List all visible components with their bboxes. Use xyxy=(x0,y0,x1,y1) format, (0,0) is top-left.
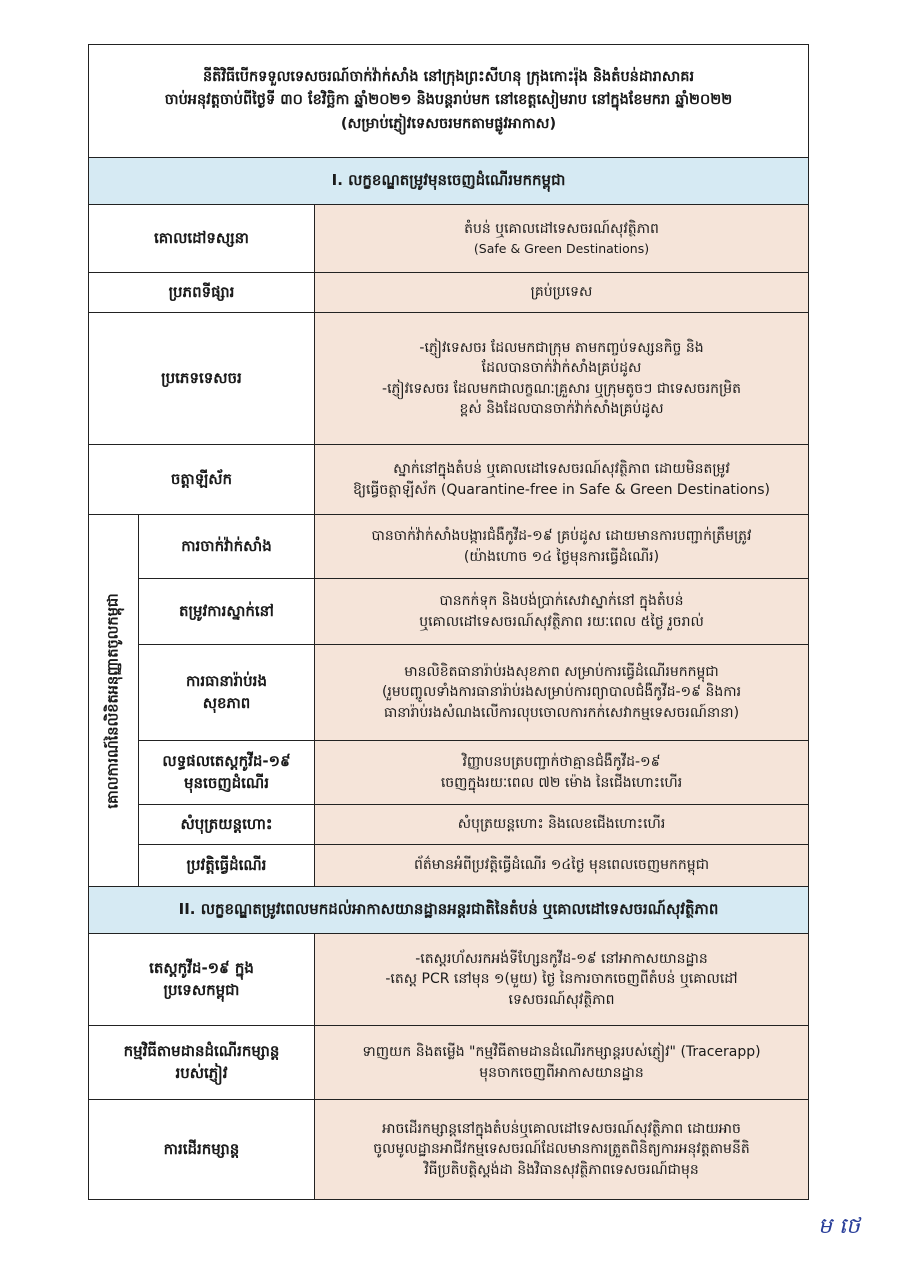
row-value-flight-ticket: សំបុត្រយន្តហោះ និងលេខជើងហោះហើរ xyxy=(315,805,809,845)
row-label-travel-history: ប្រវត្តិធ្វើដំណើរ xyxy=(139,845,315,887)
title-line: (សម្រាប់ភ្ញៀវទេសចរមកតាមផ្លូវអាកាស) xyxy=(340,115,557,132)
row-value-accommodation: បានកក់ទុក និងបង់ប្រាក់សេវាស្នាក់នៅ ក្នុងតំបន់ ឬគោលដៅទេសចរណ៍សុវត្ថិភាព រយៈពេល ៥ថ្ងៃ រួចរាល់ xyxy=(315,579,809,645)
row-value-tourist-type: -ភ្ញៀវទេសចរ ដែលមកជាក្រុម តាមកញ្ចប់ទស្សនកិច្ច និង ដែលបានចាក់វ៉ាក់សាំងគ្រប់ដូស -ភ្ញៀវទេសចរ ដែលមកជាលក្ខណៈគ្រួសារ ឬក្រុមតូចៗ ជាទេសចរកម្រិត ខ្ពស់ និងដែលបានចាក់វ៉ាក់សាំងគ្រប់ដូស xyxy=(315,313,809,445)
row-label-flight-ticket: សំបុត្រយន្តហោះ xyxy=(139,805,315,845)
row-label-accommodation: តម្រូវការស្នាក់នៅ xyxy=(139,579,315,645)
document-title xyxy=(89,45,809,158)
section-2-heading: II. លក្ខខណ្ឌតម្រូវពេលមកដល់អាកាសយានដ្ឋានអន្តរជាតិនៃតំបន់ ឬគោលដៅទេសចរណ៍សុវត្ថិភាព xyxy=(89,887,809,934)
row-value-destination: តំបន់ ឬគោលដៅទេសចរណ៍សុវត្ថិភាព (Safe & Green Destinations) xyxy=(315,205,809,273)
row-value-vaccination: បានចាក់វ៉ាក់សាំងបង្ការជំងឺកូវីដ-១៩ គ្រប់ដូស ដោយមានការបញ្ជាក់ត្រឹមត្រូវ (យ៉ាងហោច ១៤ ថ្ងៃមុនការធ្វើដំណើរ) xyxy=(315,515,809,579)
row-value-travel-history: ព័ត៌មានអំពីប្រវត្តិធ្វើដំណើរ ១៤ថ្ងៃ មុនពេលចេញមកកម្ពុជា xyxy=(315,845,809,887)
row-value-covid-test-cambodia: -តេស្តរហ័សរកអង់ទីហ្សែនកូវីដ-១៩ នៅអាកាសយានដ្ឋាន -តេស្ត PCR នៅមុន ១(មួយ) ថ្ងៃ នៃការចាកចេញពីតំបន់ ឬគោលដៅ ទេសចរណ៍សុវត្ថិភាព xyxy=(315,934,809,1026)
row-label-quarantine: ចត្តាឡីស័ក xyxy=(89,445,315,515)
row-value-insurance: មានលិខិតធានារ៉ាប់រងសុខភាព សម្រាប់ការធ្វើដំណើរមកកម្ពុជា (រួមបញ្ចូលទាំងការធានារ៉ាប់រងសម្រាប់ការព្យាបាលជំងឺកូវីដ-១៩ និងការ ធានារ៉ាប់រងសំណងលើការលុបចោលការកក់សេវាកម្មទេសចរណ៍នានា) xyxy=(315,645,809,741)
section-1-heading: I. លក្ខខណ្ឌតម្រូវមុនចេញដំណើរមកកម្ពុជា xyxy=(89,158,809,205)
row-value-quarantine: ស្នាក់នៅក្នុងតំបន់ ឬគោលដៅទេសចរណ៍សុវត្ថិភាព ដោយមិនតម្រូវ ឱ្យធ្វើចត្តាឡីស័ក (Quarantine-free in Safe & Green Destinations) xyxy=(315,445,809,515)
row-label-market: ប្រភពទីផ្សារ xyxy=(89,273,315,313)
row-value-covid-test: វិញ្ញាបនបត្របញ្ជាក់ថាគ្មានជំងឺកូវីដ-១៩ ចេញក្នុងរយៈពេល ៧២ ម៉ោង នៃជើងហោះហើរ xyxy=(315,741,809,805)
row-value-tracer-app: ទាញយក និងតម្លើង "កម្មវិធីតាមដានដំណើរកម្សាន្តរបស់ភ្ញៀវ" (Tracerapp) មុនចាកចេញពីអាកាសយានដ្ឋាន xyxy=(315,1026,809,1100)
row-value-sightseeing: អាចដើរកម្សាន្តនៅក្នុងតំបន់ឬគោលដៅទេសចរណ៍សុវត្ថិភាព ដោយអាច ចូលមូលដ្ឋានអាជីវកម្មទេសចរណ៍ដែលមានការត្រួតពិនិត្យការអនុវត្តតាមនីតិ វិធីប្រតិបត្តិស្តង់ដា និងវិធានសុវត្ថិភាពទេសចរណ៍ជាមុន xyxy=(315,1100,809,1200)
row-label-tracer-app: កម្មវិធីតាមដានដំណើរកម្សាន្ត របស់ភ្ញៀវ xyxy=(89,1026,315,1100)
row-label-sightseeing: ការដើរកម្សាន្ត xyxy=(89,1100,315,1200)
row-label-covid-test-cambodia: តេស្តកូវីដ-១៩ ក្នុង ប្រទេសកម្ពុជា xyxy=(89,934,315,1026)
handwritten-initials: ម ថេ xyxy=(818,1214,860,1239)
row-label-covid-test: លទ្ធផលតេស្តកូវីដ-១៩ មុនចេញដំណើរ xyxy=(139,741,315,805)
title-line: នីតិវិធីបើកទទួលទេសចរណ៍ចាក់វ៉ាក់សាំង នៅក្រុងព្រះសីហនុ ក្រុងកោះរ៉ុង និងតំបន់ដារាសាគរ xyxy=(202,69,695,86)
title-line: ចាប់អនុវត្តចាប់ពីថ្ងៃទី ៣០ ខែវិច្ឆិកា ឆ្នាំ២០២១ និងបន្តរាប់មក នៅខេត្តសៀមរាប នៅក្នុងខែមករា ឆ្នាំ២០២២ xyxy=(164,92,733,109)
entry-permit-group-label: គោលការណ៍នៃលិខិតអនុញ្ញាតចូលកម្ពុជា xyxy=(89,515,139,887)
row-label-vaccination: ការចាក់វ៉ាក់សាំង xyxy=(139,515,315,579)
row-label-tourist-type: ប្រភេទទេសចរ xyxy=(89,313,315,445)
row-value-market: គ្រប់ប្រទេស xyxy=(315,273,809,313)
document-table xyxy=(88,44,809,1200)
row-label-insurance: ការធានារ៉ាប់រង សុខភាព xyxy=(139,645,315,741)
row-label-destination: គោលដៅទស្សនា xyxy=(89,205,315,273)
